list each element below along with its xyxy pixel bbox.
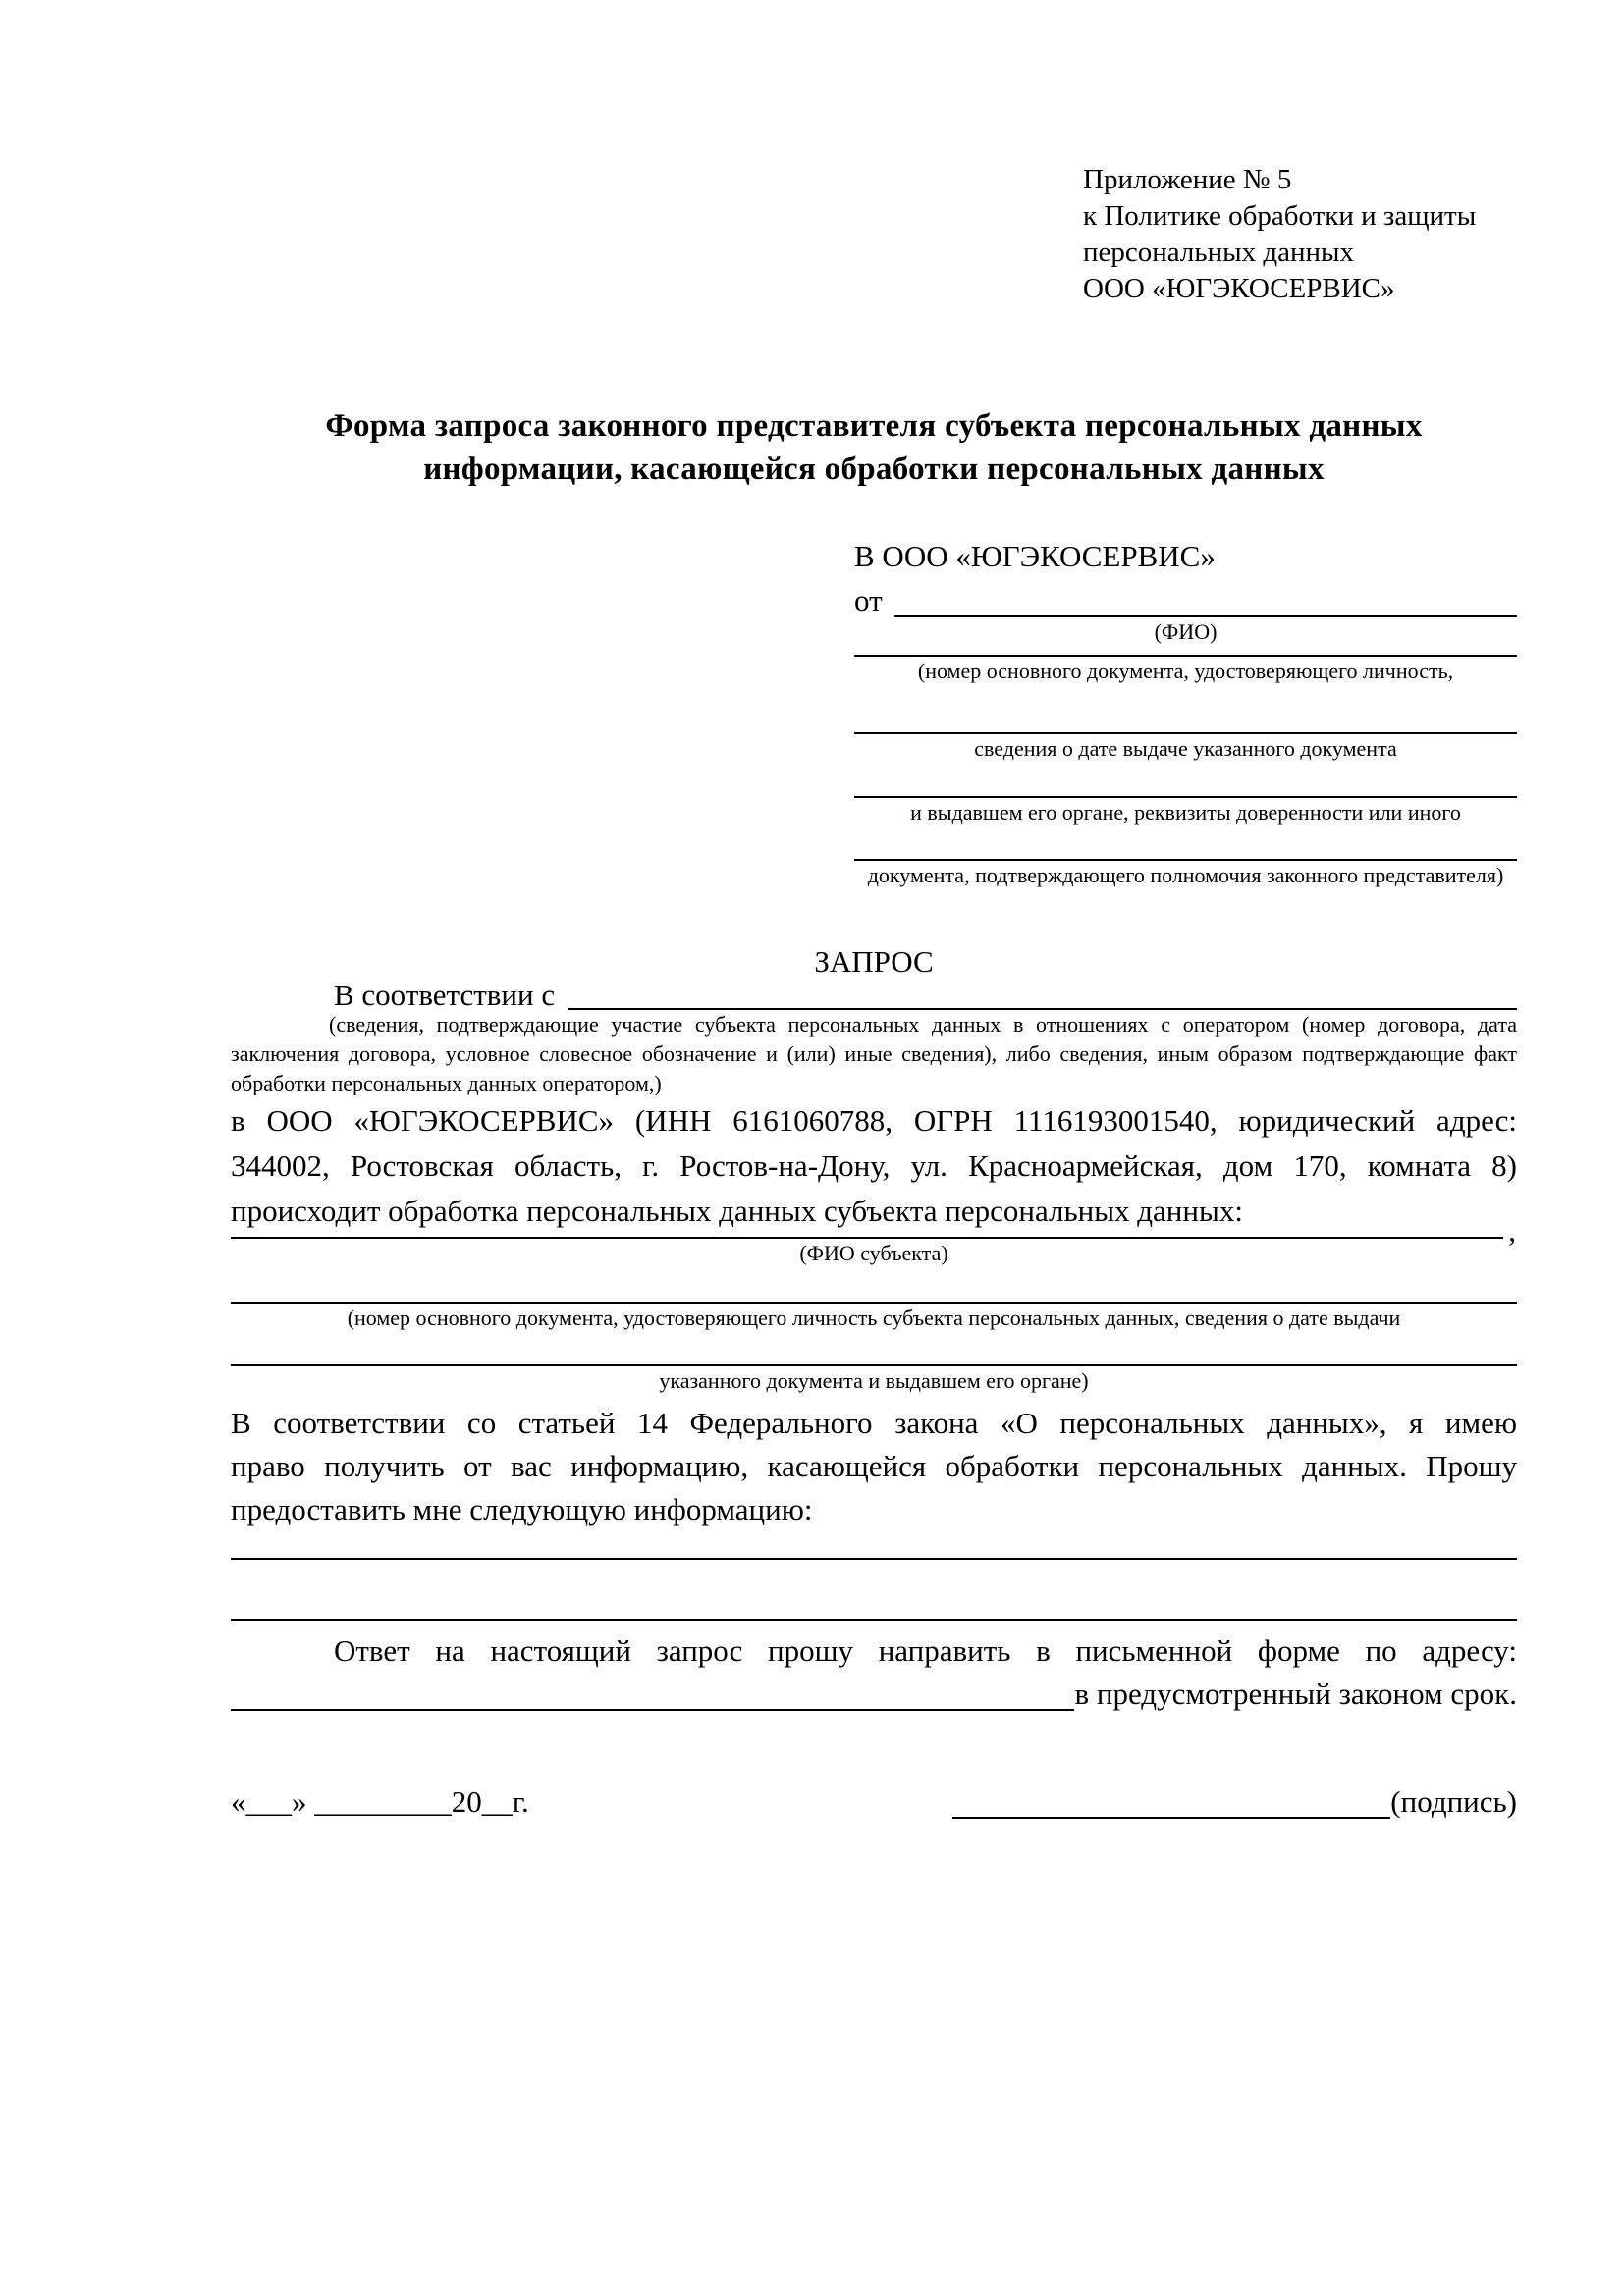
rights-paragraph [231, 1402, 1517, 1531]
reply-address-row [231, 1678, 1517, 1711]
subject-authority-fill-line [231, 1333, 1517, 1366]
document-title-line1: Форма запроса законного представителя субъекта персональных данных [325, 408, 1423, 444]
subject-line-comma: , [1508, 1213, 1516, 1248]
text-line: Приложение № 5 [1083, 164, 1292, 195]
addressee-block [854, 536, 1517, 890]
text-line: ООО «ЮГЭКОСЕРВИС» [1083, 273, 1395, 304]
fill-line-issue-date [854, 686, 1517, 734]
appendix-header [1083, 162, 1517, 307]
subject-authority-caption: указанного документа и выдавшем его органе) [659, 1368, 1089, 1393]
signature-fill-line [952, 1788, 1390, 1819]
intro-label: В соответствии с [334, 978, 556, 1012]
text-line: происходит обработка персональных данных субъекта персональных данных: [231, 1194, 1243, 1228]
reply-suffix: в предусмотренный законом срок. [1074, 1677, 1517, 1711]
text-line: (сведения, подтверждающие участие субъекта персональных данных в отношениях с оператором (номер договора, дата [329, 1012, 1517, 1037]
text-line: персональных данных [1083, 237, 1355, 268]
text-line: В соответствии со статьей 14 Федерального закона «О персональных данных», я имею [231, 1406, 1517, 1440]
text-line: предоставить мне следующую информацию: [231, 1492, 813, 1526]
fill-caption-issue-date: сведения о дате выдаче указанного документа [974, 736, 1397, 761]
text-line: к Политике обработки и защиты [1083, 200, 1477, 232]
fill-caption-power-of-attorney: документа, подтверждающего полномочия законного представителя) [867, 863, 1504, 887]
fill-line-document-number [854, 647, 1517, 657]
from-label: от [854, 583, 883, 617]
date-line: «___» _________20__г. [231, 1785, 529, 1819]
text-line: заключения договора, условное словесное обозначение и (или) иные сведения), либо сведения, иным образом подтверждающие факт [231, 1041, 1517, 1066]
fill-caption-document-number: (номер основного документа, удостоверяющего личность, [917, 659, 1454, 683]
footnote-text [231, 1010, 1517, 1098]
reply-address-fill-line [231, 1680, 1074, 1711]
signature-caption: (подпись) [1390, 1785, 1517, 1819]
fill-line-power-of-attorney [854, 828, 1517, 861]
signature-row [231, 1786, 1517, 1819]
fio-caption: (ФИО) [1154, 619, 1218, 644]
subject-fio-fill-line [231, 1213, 1516, 1248]
subject-fio-caption: (ФИО субъекта) [799, 1241, 948, 1265]
document-title-line2: информации, касающейся обработки персональных данных [423, 452, 1325, 487]
fill-line-issuing-authority [854, 764, 1517, 798]
fill-caption-issuing-authority: и выдавшем его органе, реквизиты доверенности или иного [910, 800, 1461, 825]
request-heading: ЗАПРОС [814, 944, 934, 979]
information-fill-line-1 [231, 1531, 1517, 1560]
from-row [854, 577, 1517, 617]
document-title [231, 404, 1517, 491]
signature-group [952, 1786, 1517, 1819]
text-line: право получить от вас информацию, касающейся обработки персональных данных. Прошу [231, 1449, 1517, 1483]
text-line: обработки персональных данных оператором,) [231, 1071, 662, 1095]
addressee-to: В ООО «ЮГЭКОСЕРВИС» [854, 539, 1216, 573]
text-line: 344002, Ростовская область, г. Ростов-на-Дону, ул. Красноармейская, дом 170, комната 8) [231, 1148, 1517, 1183]
subject-document-fill-line [231, 1268, 1517, 1304]
operator-paragraph [231, 1098, 1517, 1234]
information-fill-line-2 [231, 1560, 1517, 1621]
text-line: в ООО «ЮГЭКОСЕРВИС» (ИНН 6161060788, ОГРН 1116193001540, юридический адрес: [231, 1103, 1517, 1138]
intro-row [231, 980, 1517, 1010]
reply-sentence: Ответ на настоящий запрос прошу направить в письменной форме по адресу: [334, 1633, 1517, 1668]
subject-document-caption: (номер основного документа, удостоверяющего личность субъекта персональных данных, сведения о дате выдачи [347, 1306, 1401, 1330]
